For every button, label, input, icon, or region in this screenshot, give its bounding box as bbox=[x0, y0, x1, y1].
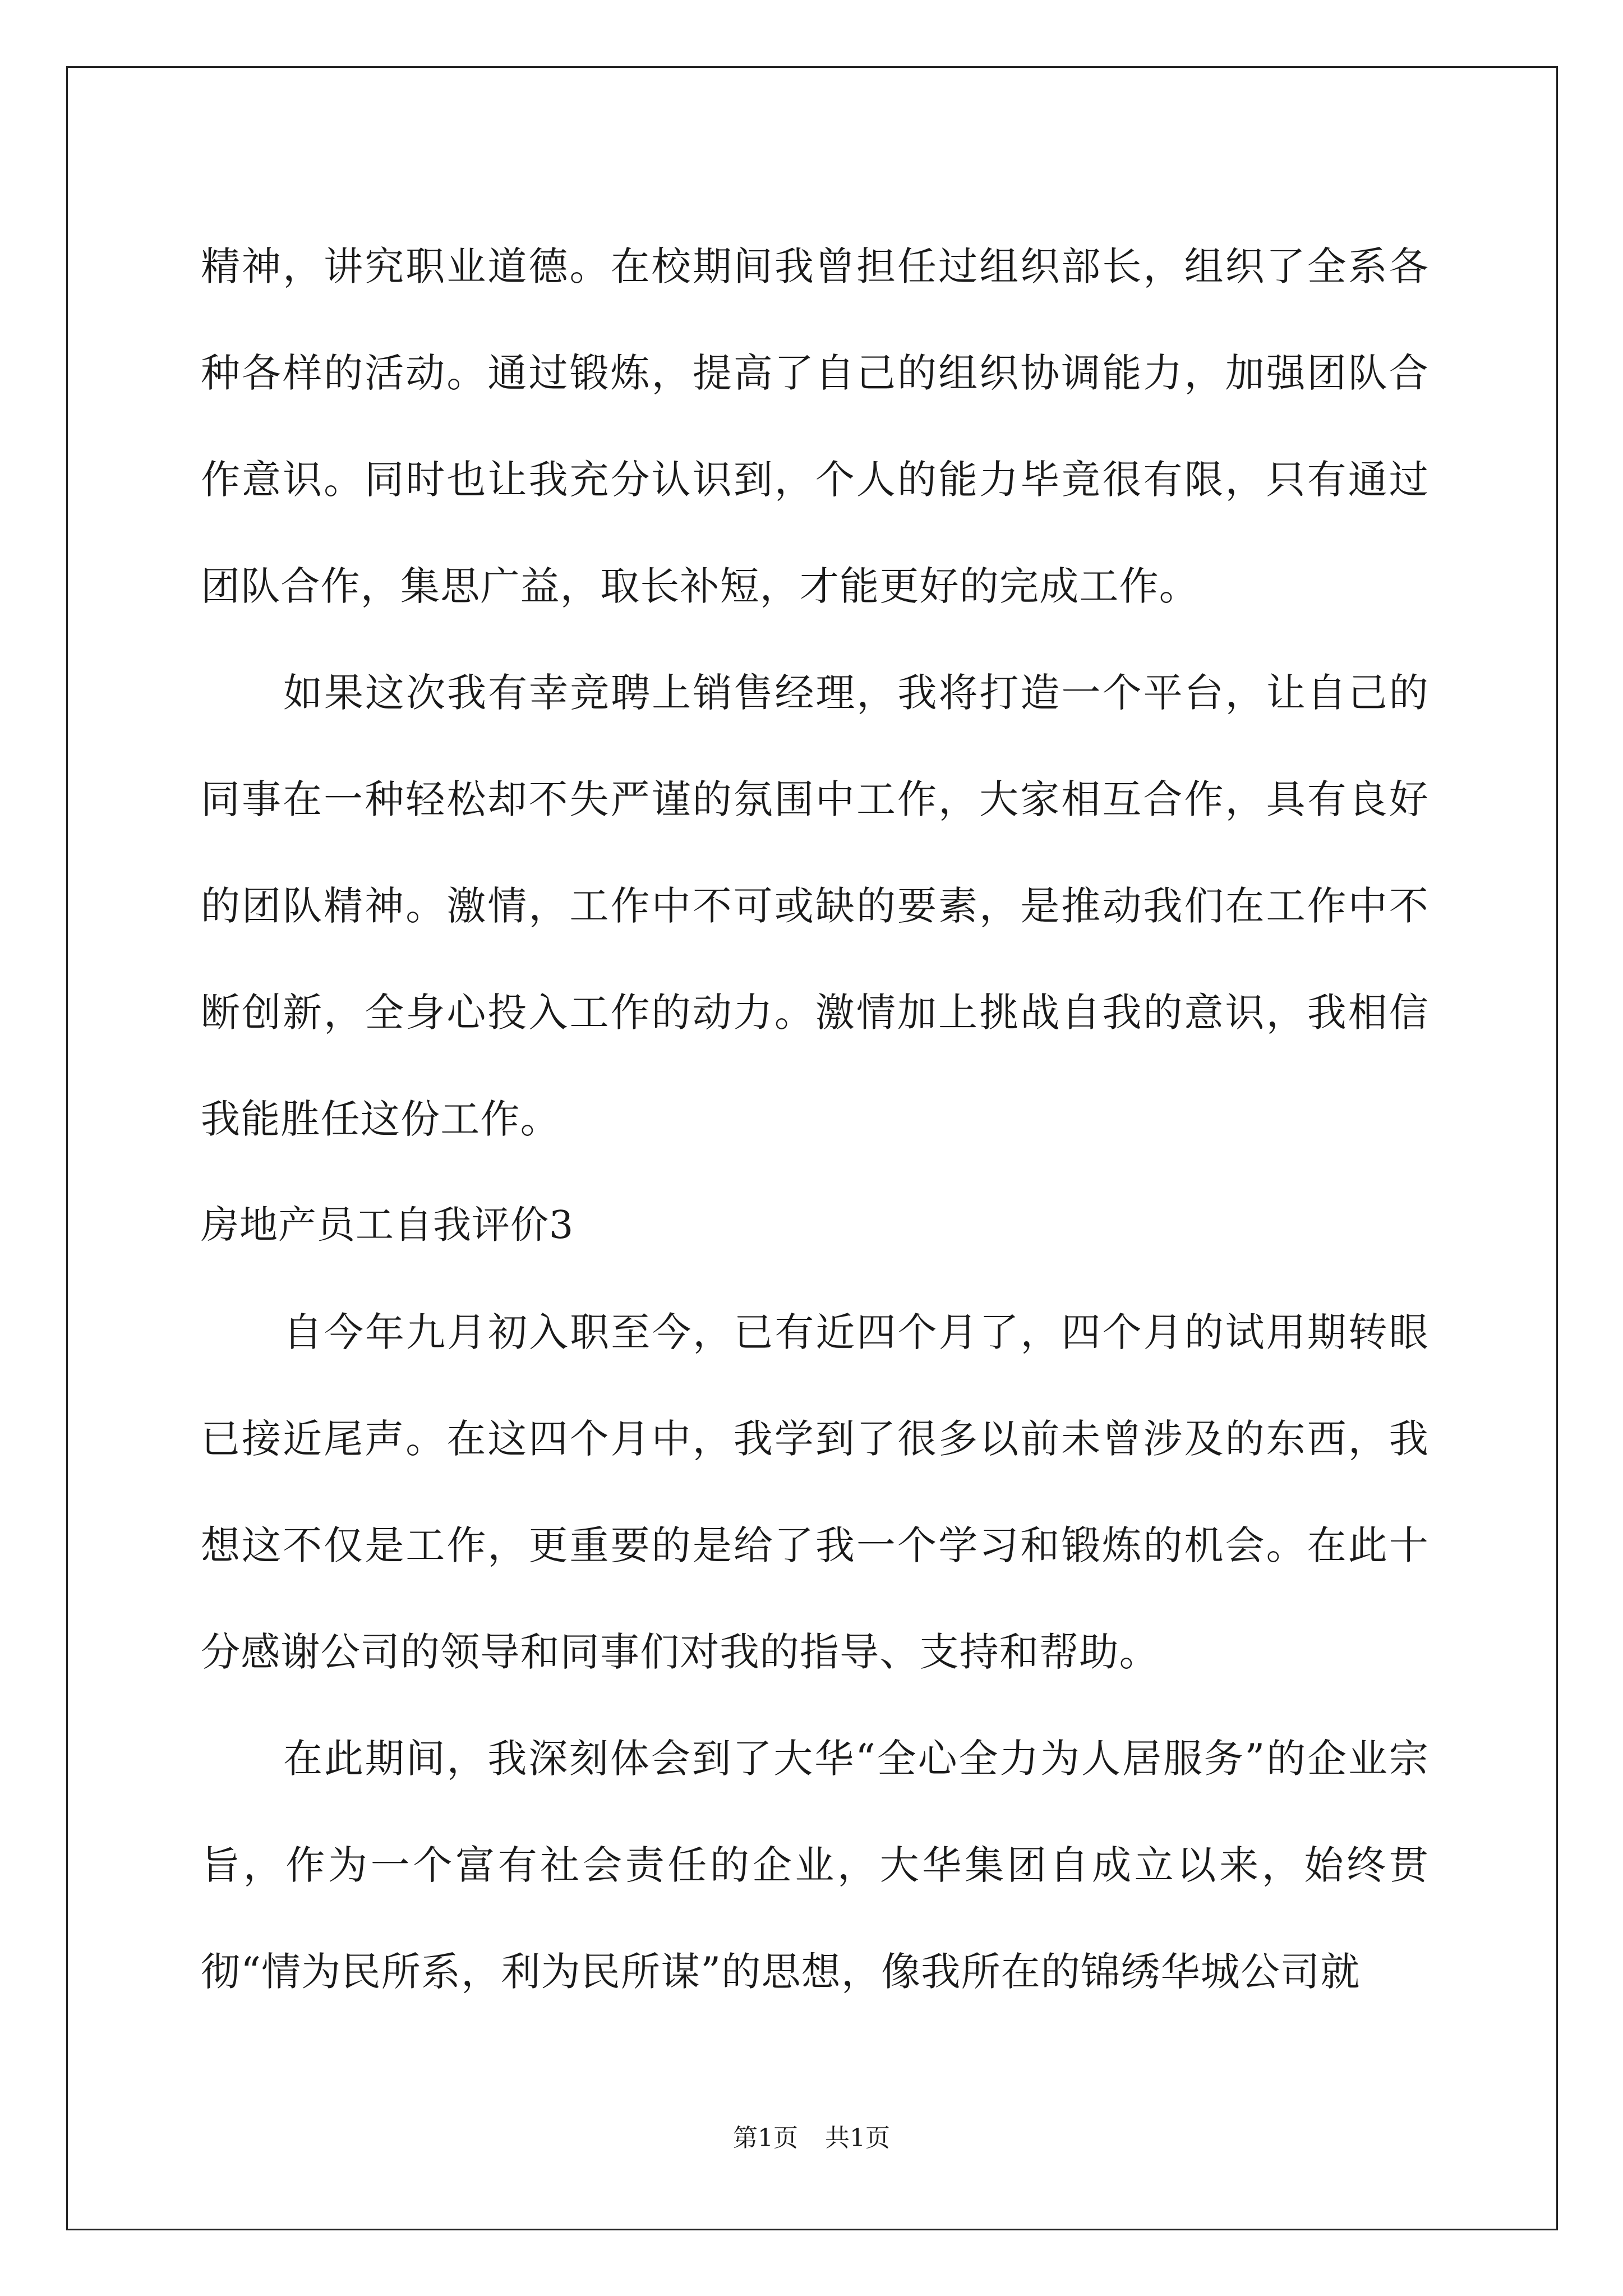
paragraph: 精神，讲究职业道德。在校期间我曾担任过组织部长，组织了全系各种各样的活动。通过锻炼，提高了自己的组织协调能力，加强团队合作意识。同时也让我充分认识到，个人的能力毕竟很有限，只有通过团队合作，集思广益，取长补短，才能更好的完成工作。 bbox=[201, 243, 1429, 609]
paragraph: 自今年九月初入职至今，已有近四个月了，四个月的试用期转眼已接近尾声。在这四个月中，我学到了很多以前未曾涉及的东西，我想这不仅是工作，更重要的是给了我一个学习和锻炼的机会。在此十分感谢公司的领导和同事们对我的指导、支持和帮助。 bbox=[201, 1309, 1429, 1675]
section-heading: 房地产员工自我评价3 bbox=[201, 1203, 574, 1248]
paragraph: 在此期间，我深刻体会到了大华“全心全力为人居服务”的企业宗旨，作为一个富有社会责任的企业，大华集团自成立以来，始终贯彻“情为民所系，利为民所谋”的思想，像我所在的锦绣华城公司就 bbox=[201, 1736, 1429, 1995]
page-footer bbox=[0, 2122, 1623, 2155]
page-total: 共1页 bbox=[825, 2124, 890, 2152]
page-number: 第1页 bbox=[733, 2124, 798, 2152]
document-body bbox=[201, 213, 1429, 2025]
paragraph: 如果这次我有幸竞聘上销售经理，我将打造一个平台，让自己的同事在一种轻松却不失严谨的氛围中工作，大家相互合作，具有良好的团队精神。激情，工作中不可或缺的要素，是推动我们在工作中不断创新，全身心投入工作的动力。激情加上挑战自我的意识，我相信我能胜任这份工作。 bbox=[201, 670, 1429, 1142]
